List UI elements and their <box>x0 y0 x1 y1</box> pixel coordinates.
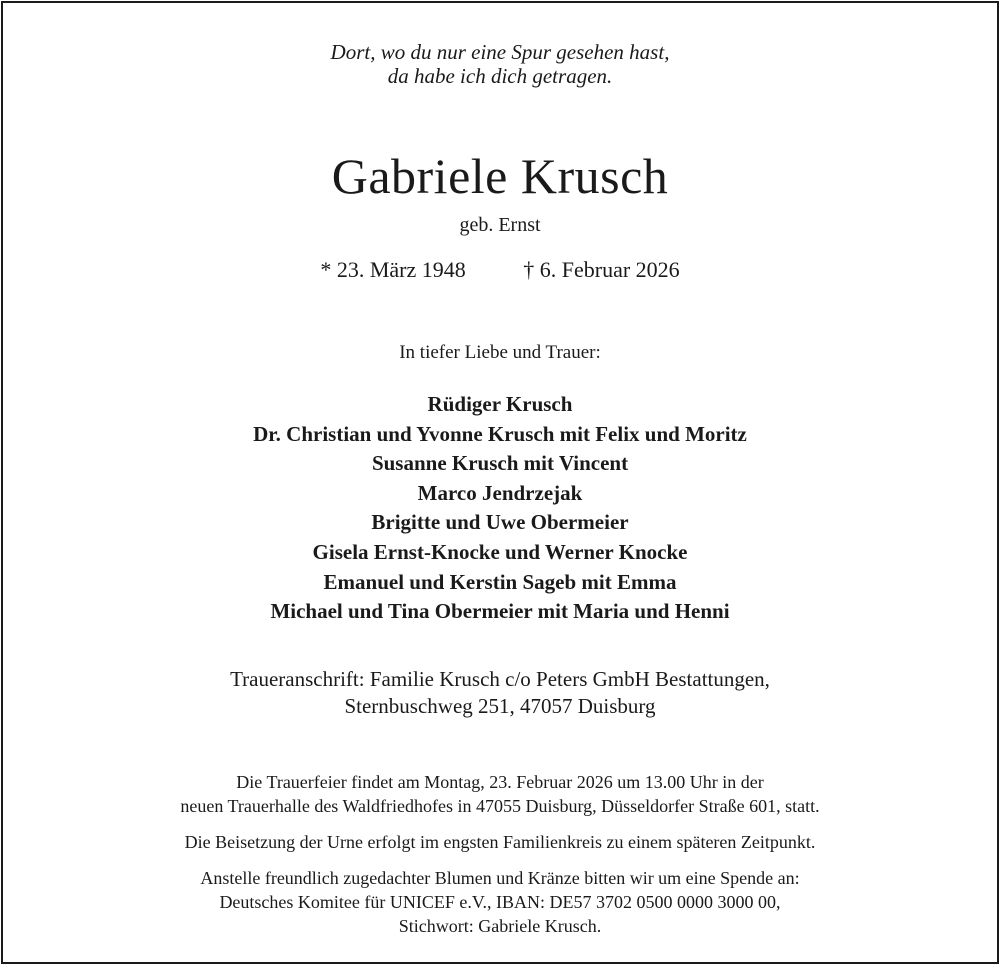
death-date: † 6. Februar 2026 <box>523 257 680 282</box>
mourner-name: Emanuel und Kerstin Sageb mit Emma <box>323 569 677 594</box>
deceased-name: Gabriele Krusch <box>331 148 669 204</box>
mourner-name: Michael und Tina Obermeier mit Maria und Henni <box>270 599 730 624</box>
donation-info <box>0 866 1000 938</box>
mourning-address <box>0 666 1000 720</box>
donation-line-3: Stichwort: Gabriele Krusch. <box>398 916 602 936</box>
address-line-1: Traueranschrift: Familie Krusch c/o Peters GmbH Bestattungen, <box>230 667 770 691</box>
ceremony-line-2: neuen Trauerhalle des Waldfriedhofes in 47055 Duisburg, Düsseldorfer Straße 601, statt. <box>180 796 820 816</box>
memorial-quote <box>0 40 1000 88</box>
mourner-name: Dr. Christian und Yvonne Krusch mit Felix und Moritz <box>253 421 747 446</box>
ceremony-info <box>0 770 1000 818</box>
birth-name: geb. Ernst <box>459 214 541 236</box>
quote-line-1: Dort, wo du nur eine Spur gesehen hast, <box>330 40 670 64</box>
mourner-name: Susanne Krusch mit Vincent <box>371 451 629 476</box>
life-dates <box>0 256 1000 284</box>
mourners-list <box>0 390 1000 627</box>
mourners-intro: In tiefer Liebe und Trauer: <box>399 342 601 363</box>
address-line-2: Sternbuschweg 251, 47057 Duisburg <box>344 694 656 718</box>
birth-date: * 23. März 1948 <box>320 257 466 282</box>
ceremony-line-1: Die Trauerfeier findet am Montag, 23. Februar 2026 um 13.00 Uhr in der <box>236 772 764 792</box>
mourner-name: Brigitte und Uwe Obermeier <box>371 510 629 535</box>
mourner-name: Marco Jendrzejak <box>417 480 583 505</box>
quote-line-2: da habe ich dich getragen. <box>387 64 613 88</box>
donation-line-1: Anstelle freundlich zugedachter Blumen und Kränze bitten wir um eine Spende an: <box>200 868 800 888</box>
burial-info: Die Beisetzung der Urne erfolgt im engsten Familienkreis zu einem späteren Zeitpunkt. <box>184 832 816 852</box>
mourner-name: Gisela Ernst-Knocke und Werner Knocke <box>312 539 688 564</box>
donation-line-2: Deutsches Komitee für UNICEF e.V., IBAN: DE57 3702 0500 0000 3000 00, <box>219 892 781 912</box>
mourner-name: Rüdiger Krusch <box>427 392 573 416</box>
